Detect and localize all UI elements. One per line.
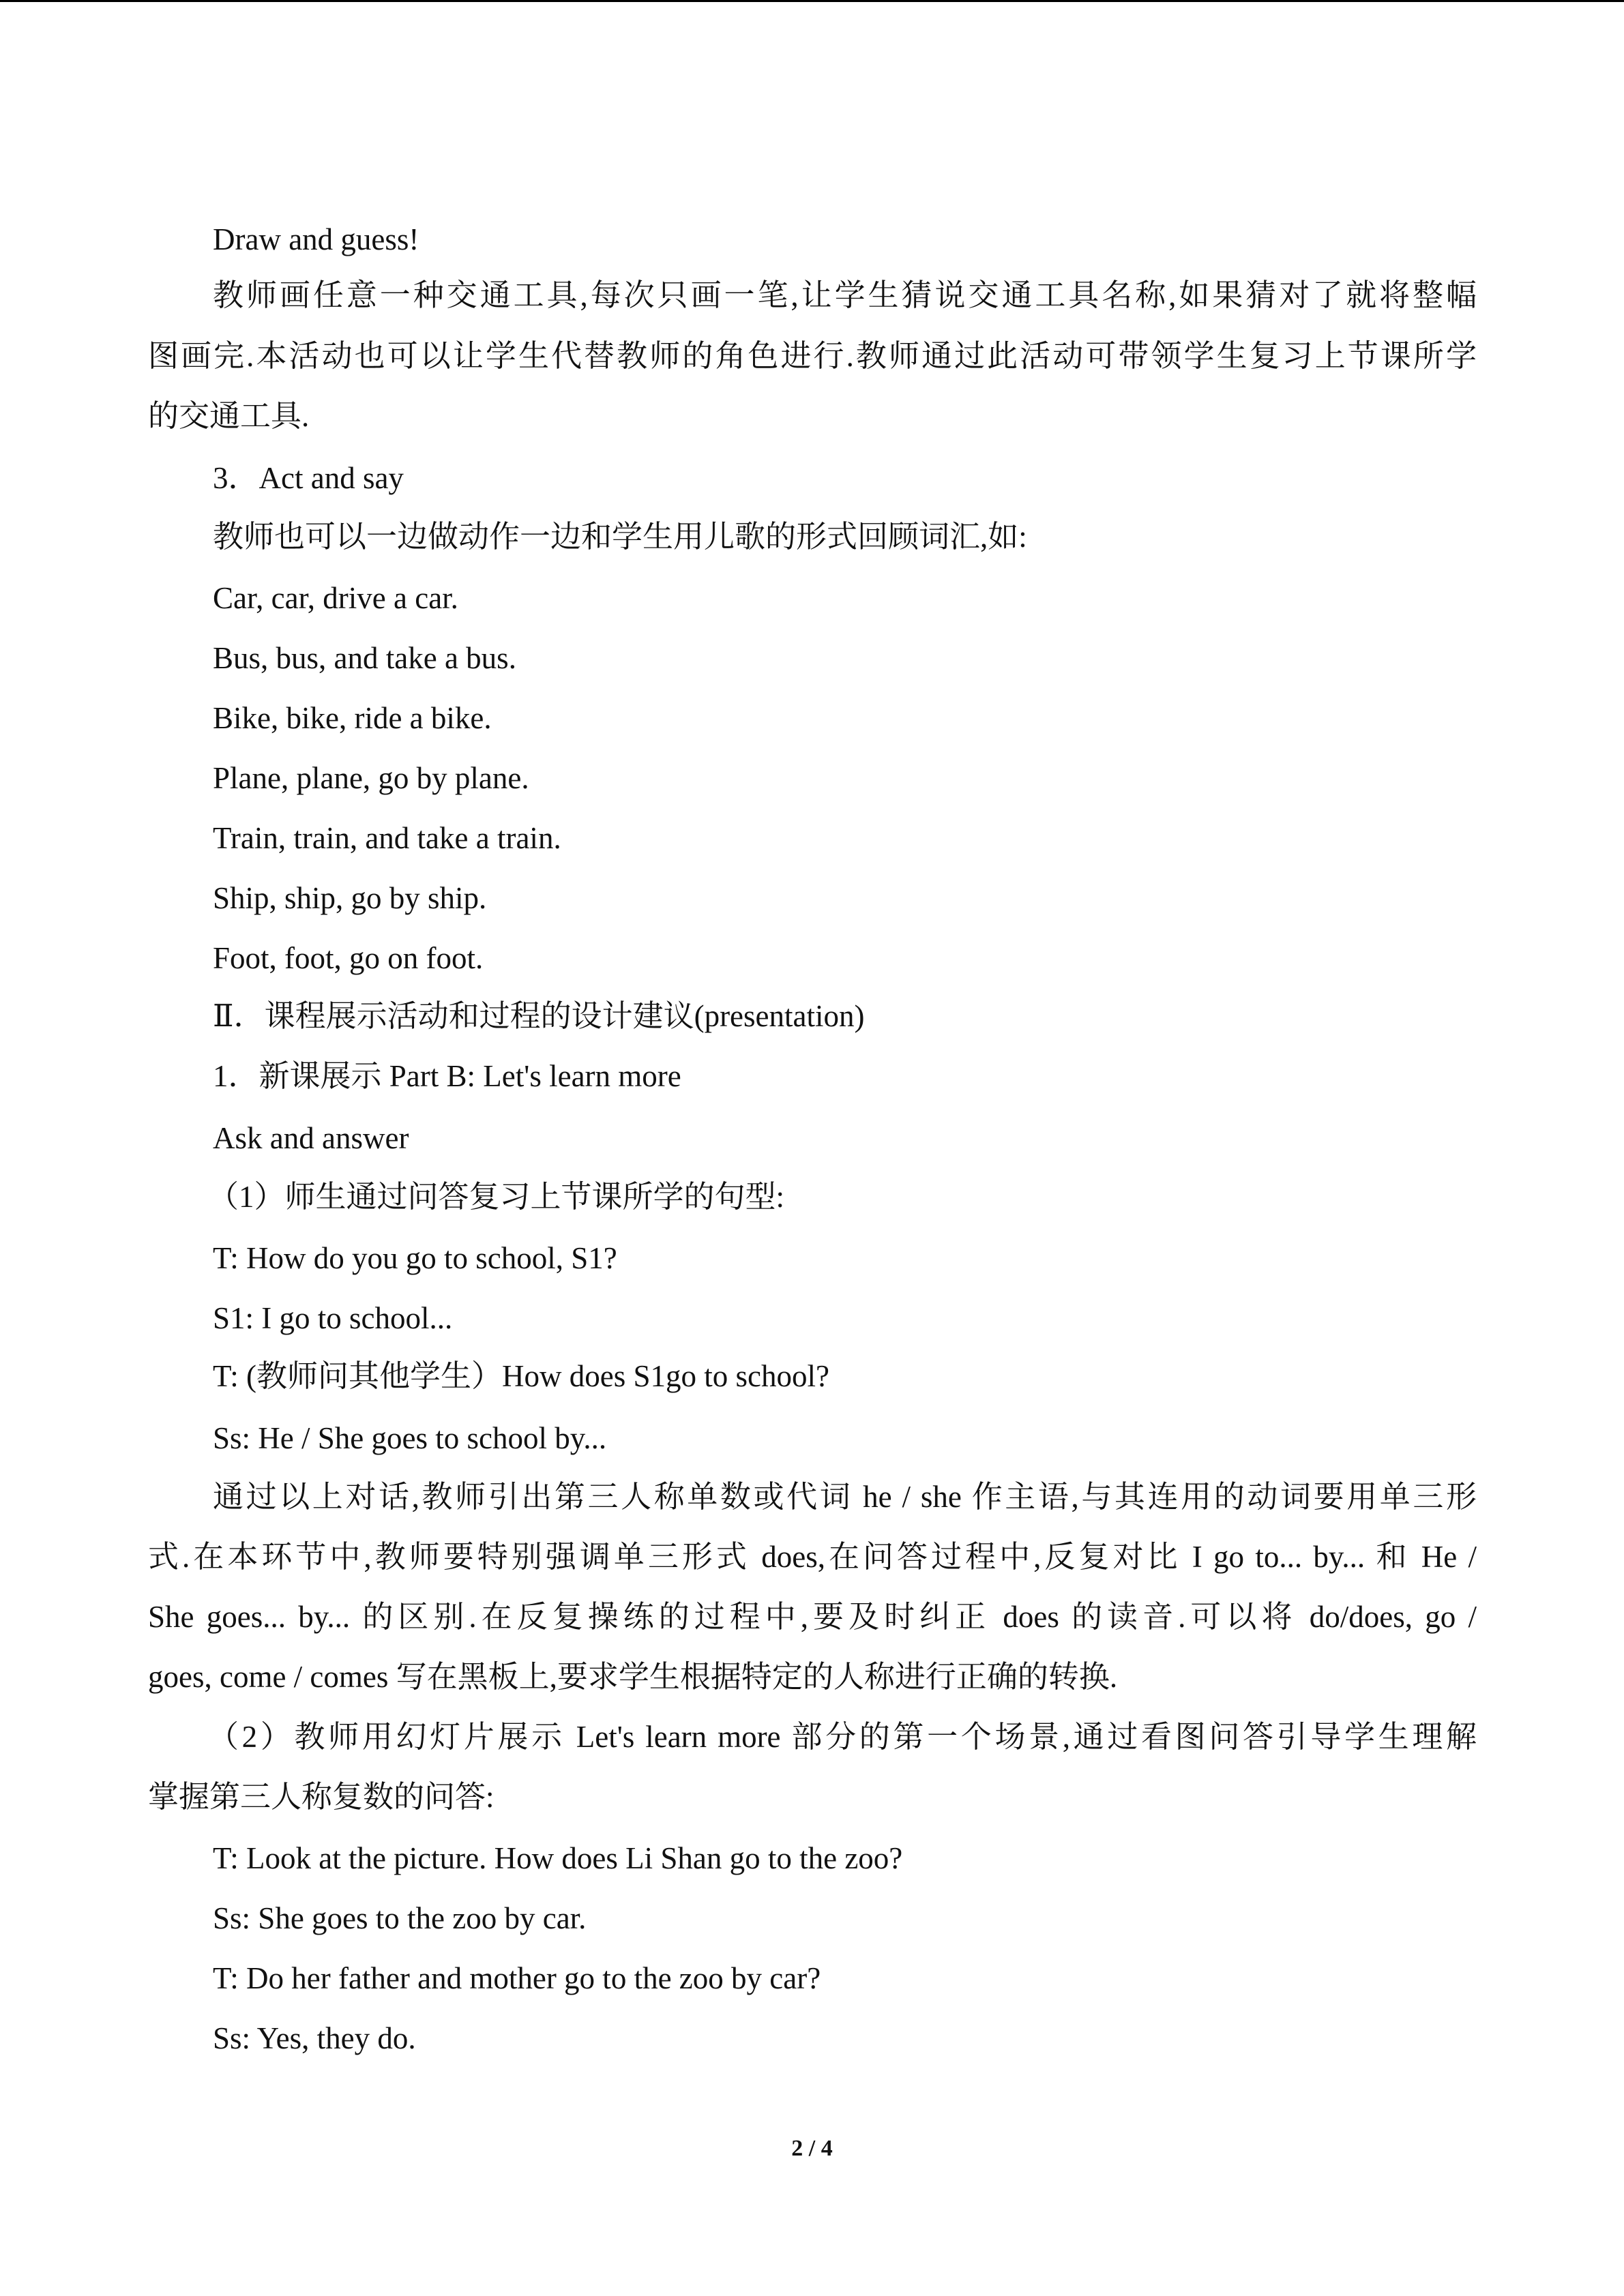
text-line: Draw and guess!: [213, 222, 419, 256]
dialogue-line: Ss: He / She goes to school by...: [213, 1421, 607, 1455]
text-line: 图画完.本活动也可以让学生代替教师的角色进行.教师通过此活动可带领学生复习上节课所学: [148, 339, 1477, 373]
section-heading: Ⅱ．课程展示活动和过程的设计建议(presentation): [213, 999, 865, 1033]
chant-line: Train, train, and take a train.: [213, 821, 561, 855]
chant-line: Foot, foot, go on foot.: [213, 941, 484, 975]
page-number: 2 / 4: [791, 2136, 833, 2161]
top-border: [0, 0, 1624, 2]
text-line: （1）师生通过问答复习上节课所学的句型:: [208, 1180, 785, 1214]
text-line: 教师画任意一种交通工具,每次只画一笔,让学生猜说交通工具名称,如果猜对了就将整幅: [213, 278, 1477, 312]
text-line: Ask and answer: [213, 1121, 409, 1155]
dialogue-line: Ss: Yes, they do.: [213, 2021, 416, 2055]
text-line: 式.在本环节中,教师要特别强调单三形式 does,在问答过程中,反复对比 I go to... by... 和 He /: [148, 1540, 1477, 1574]
dialogue-line: T: Look at the picture. How does Li Shan go to the zoo?: [213, 1841, 903, 1875]
dialogue-line: T: How do you go to school, S1?: [213, 1241, 617, 1275]
text-line: 的交通工具.: [148, 399, 310, 433]
chant-line: Car, car, drive a car.: [213, 581, 458, 615]
text-line: 掌握第三人称复数的问答:: [148, 1780, 494, 1814]
chant-line: Plane, plane, go by plane.: [213, 761, 529, 795]
dialogue-line: Ss: She goes to the zoo by car.: [213, 1901, 587, 1935]
dialogue-line: S1: I go to school...: [213, 1301, 453, 1335]
section-heading: 1．新课展示 Part B: Let's learn more: [213, 1059, 681, 1093]
text-line: goes, come / comes 写在黑板上,要求学生根据特定的人称进行正确的转换.: [148, 1660, 1118, 1694]
chant-line: Bus, bus, and take a bus.: [213, 641, 516, 675]
text-line: 通过以上对话,教师引出第三人称单数或代词 he / she 作主语,与其连用的动词要用单三形: [213, 1480, 1477, 1514]
text-line: She goes... by... 的区别.在反复操练的过程中,要及时纠正 does 的读音.可以将 do/does, go /: [148, 1600, 1477, 1634]
text-line: 教师也可以一边做动作一边和学生用儿歌的形式回顾词汇,如:: [213, 520, 1027, 554]
chant-line: Bike, bike, ride a bike.: [213, 701, 492, 735]
chant-line: Ship, ship, go by ship.: [213, 881, 487, 915]
dialogue-line: T: (教师问其他学生）How does S1go to school?: [213, 1359, 829, 1393]
dialogue-line: T: Do her father and mother go to the zoo by car?: [213, 1961, 821, 1995]
section-heading: 3．Act and say: [213, 461, 404, 495]
text-line: （2）教师用幻灯片展示 Let's learn more 部分的第一个场景,通过看图问答引导学生理解: [208, 1720, 1477, 1754]
